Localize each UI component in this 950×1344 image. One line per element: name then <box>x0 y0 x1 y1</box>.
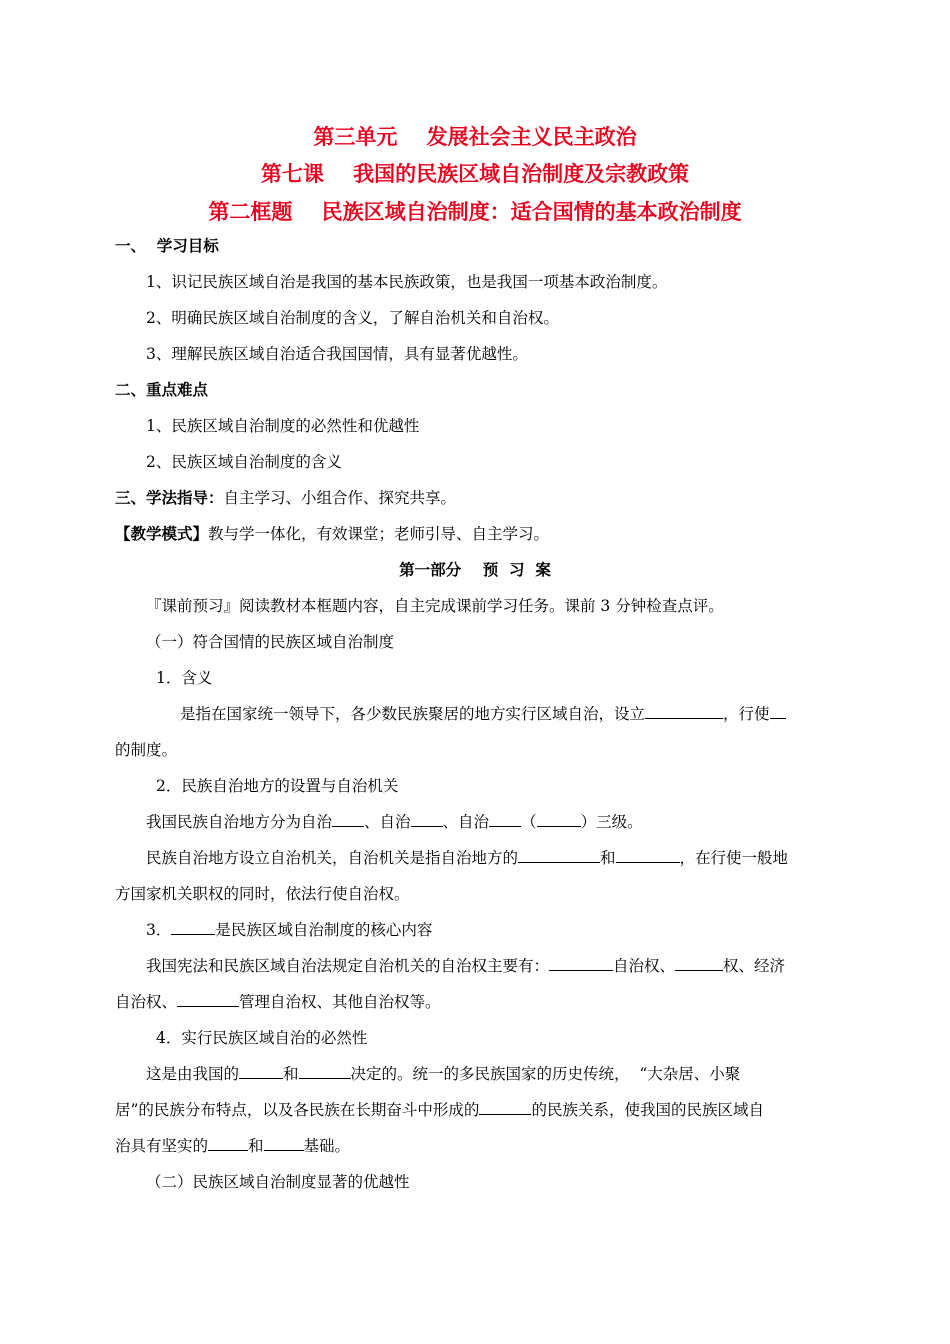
part1-heading: 第一部分 预 习 案 <box>399 561 551 579</box>
text-segment: 管理自治权、其他自治权等。 <box>239 993 441 1011</box>
fill-blank[interactable] <box>549 956 613 971</box>
text-segment: ，行使 <box>723 705 770 723</box>
text-segment: 自治权、 <box>613 957 676 975</box>
text-segment: 的民族关系，使我国的民族区域自 <box>531 1101 764 1119</box>
item2-line-a <box>146 812 643 832</box>
text-segment: 和 <box>248 1137 264 1155</box>
preview-intro: 『课前预习』阅读教材本框题内容，自主完成课前学习任务。课前 3 分钟检查点评。 <box>146 597 724 615</box>
fill-blank[interactable] <box>208 1136 248 1151</box>
frame-title: 第二框题 民族区域自治制度：适合国情的基本政治制度 <box>208 200 742 224</box>
item2-title: 2．民族自治地方的设置与自治机关 <box>156 777 399 795</box>
method-line <box>115 488 456 508</box>
text-segment: 我国宪法和民族区域自治法规定自治机关的自治权主要有： <box>146 957 550 975</box>
item4-line-c <box>115 1136 350 1156</box>
fill-blank[interactable] <box>299 1064 351 1079</box>
fill-blank[interactable] <box>479 1100 531 1115</box>
fill-blank[interactable] <box>616 848 680 863</box>
unit-title: 第三单元 发展社会主义民主政治 <box>313 125 637 149</box>
key-item: 1、民族区域自治制度的必然性和优越性 <box>146 417 420 435</box>
text-segment: 基础。 <box>303 1137 351 1155</box>
text-segment: 和 <box>283 1065 299 1083</box>
fill-blank[interactable] <box>239 1064 283 1079</box>
text-segment: 、自治 <box>364 813 411 831</box>
item2-line-b <box>146 848 788 868</box>
item3-line-d <box>115 992 441 1012</box>
method-label: 三、学法指导： <box>115 489 224 507</box>
item3-line-c <box>146 956 785 976</box>
subsection-1: （一）符合国情的民族区域自治制度 <box>146 633 395 651</box>
text-segment: 治具有坚实的 <box>115 1137 209 1155</box>
fill-blank[interactable] <box>177 992 239 1007</box>
fill-blank[interactable] <box>171 920 215 935</box>
lesson-title: 第七课 我国的民族区域自治制度及宗教政策 <box>260 162 690 186</box>
text-segment: （ <box>521 813 537 831</box>
text-segment: 3． <box>146 921 172 939</box>
fill-blank[interactable] <box>518 848 600 863</box>
fill-blank[interactable] <box>264 1136 304 1151</box>
text-segment: 决定的。统一的多民族国家的历史传统， “大杂居、小聚 <box>350 1065 741 1083</box>
item1-title: 1．含义 <box>156 669 213 687</box>
goals-heading: 一、 学习目标 <box>115 237 219 255</box>
mode-label: 【教学模式】 <box>115 525 209 543</box>
item3-title <box>146 920 432 940</box>
text-segment: ，在行使一般地 <box>679 849 789 867</box>
text-segment: ）三级。 <box>580 813 643 831</box>
fill-blank[interactable] <box>411 812 443 827</box>
text-segment: 自治权、 <box>115 993 178 1011</box>
text-segment: 居”的民族分布特点，以及各民族在长期奋斗中形成的 <box>115 1101 480 1119</box>
item4-line-b <box>115 1100 764 1120</box>
item1-line <box>180 704 786 724</box>
subsection-2: （二）民族区域自治制度显著的优越性 <box>146 1173 410 1191</box>
item4-title: 4．实行民族区域自治的必然性 <box>156 1029 368 1047</box>
fill-blank[interactable] <box>645 704 723 719</box>
fill-blank[interactable] <box>770 704 786 719</box>
mode-line <box>115 524 549 544</box>
item4-line-a <box>146 1064 740 1084</box>
fill-blank[interactable] <box>332 812 364 827</box>
mode-text: 教与学一体化，有效课堂；老师引导、自主学习。 <box>208 525 550 543</box>
text-segment: 权、经济 <box>723 957 786 975</box>
text-segment: 是指在国家统一领导下，各少数民族聚居的地方实行区域自治，设立 <box>180 705 646 723</box>
fill-blank[interactable] <box>489 812 521 827</box>
goal-item: 1、识记民族区域自治是我国的基本民族政策，也是我国一项基本政治制度。 <box>146 273 668 291</box>
text-segment: 民族自治地方设立自治机关，自治机关是指自治地方的 <box>146 849 519 867</box>
text-segment: 和 <box>600 849 616 867</box>
text-segment: 我国民族自治地方分为自治 <box>146 813 333 831</box>
item2-line-c: 方国家机关职权的同时，依法行使自治权。 <box>115 885 410 903</box>
text-segment: 是民族区域自治制度的核心内容 <box>215 921 433 939</box>
method-text: 自主学习、小组合作、探究共享。 <box>223 489 457 507</box>
text-segment: 、自治 <box>442 813 490 831</box>
text-segment: 这是由我国的 <box>146 1065 240 1083</box>
item1-line-end: 的制度。 <box>115 741 178 759</box>
key-item: 2、民族区域自治制度的含义 <box>146 453 342 471</box>
key-heading: 二、重点难点 <box>115 381 209 399</box>
fill-blank[interactable] <box>675 956 723 971</box>
fill-blank[interactable] <box>537 812 581 827</box>
goal-item: 3、理解民族区域自治适合我国国情，具有显著优越性。 <box>146 345 528 363</box>
goal-item: 2、明确民族区域自治制度的含义，了解自治机关和自治权。 <box>146 309 559 327</box>
